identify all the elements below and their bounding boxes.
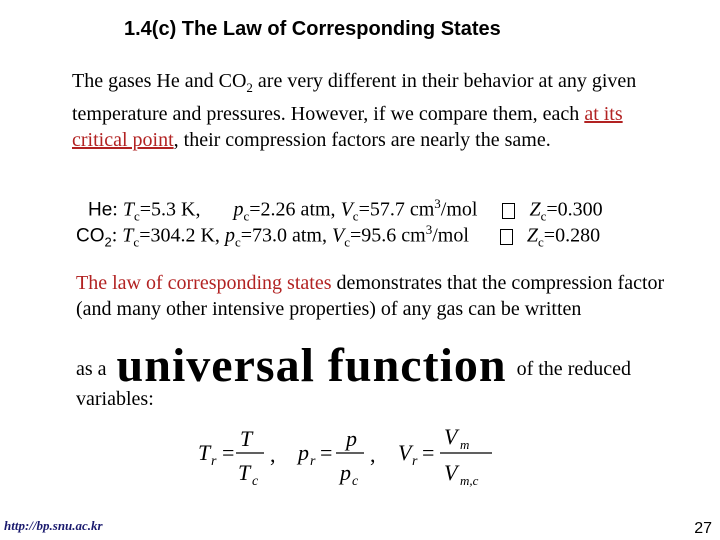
law-highlight: The law of corresponding states	[76, 272, 332, 294]
universal-function-text: universal function	[116, 339, 507, 392]
co2-vc-unit: /mol	[432, 224, 469, 247]
pc-sub: c	[243, 208, 250, 224]
of-reduced-text: of the reduced	[516, 358, 631, 380]
tr-sub: r	[211, 454, 217, 469]
tc-sub: c	[133, 208, 140, 224]
law-text: demonstrates that the compression factor (and many other intensive properties) of any gas can be written	[76, 272, 665, 320]
intro-paragraph	[72, 68, 672, 153]
co2-critical-row: $CO_2$: $T_c=304.2$ K, $p_c=73.0$ atm, $V_c=95.6$ $cm^3$/mol $Z_c=0.280$	[76, 222, 601, 250]
he-vc-value: =57.7 cm	[358, 198, 435, 221]
pc-den: p	[340, 460, 351, 485]
zc-symbol: Z	[529, 198, 541, 221]
vc-symbol-2: V	[332, 224, 345, 247]
tc-den: T	[238, 460, 251, 485]
pc-symbol-2: p	[224, 224, 235, 247]
he-pc-value: =2.26 atm,	[249, 198, 336, 221]
vmc-den-sub: m,c	[460, 473, 479, 488]
co2-vc-value: =95.6 cm	[350, 224, 426, 247]
zc-symbol-2: Z	[526, 224, 539, 247]
co2-gas-label: CO	[76, 225, 105, 247]
vm-num: V	[444, 424, 458, 449]
intro-text-mid: are very different in their behavior at any given temperature and pressures. However, if we compare them, each	[72, 70, 637, 125]
co2-subscript: 2	[246, 80, 253, 95]
co2-pc-value: =73.0 atm,	[240, 224, 327, 247]
pc-sub-2: c	[234, 234, 241, 250]
co2-zc-value: =0.280	[543, 224, 601, 247]
vc-sub-2: c	[344, 234, 350, 250]
he-gas-label: He	[88, 199, 113, 221]
as-a-text: as a	[76, 358, 107, 380]
he-zc-value: =0.300	[546, 198, 603, 221]
eq-3: =	[422, 440, 435, 465]
footer-url-link[interactable]: http://bp.snu.ac.kr	[4, 518, 103, 533]
vr-sub: r	[412, 454, 418, 469]
tc-symbol: T	[122, 198, 134, 221]
co2-vc-exp: 3	[425, 222, 433, 237]
arrow-box-icon	[502, 203, 515, 219]
vc-symbol: V	[340, 198, 353, 221]
slide-title: 1.4(c) The Law of Corresponding States	[124, 18, 501, 40]
tr-symbol: T	[198, 440, 211, 465]
he-vc-unit: /mol	[440, 198, 478, 221]
formula-svg	[196, 422, 516, 492]
he-critical-row: He: $T_c=5.3$ K, $p_c=2.26$ atm, $V_c=57.7$ $cm^3$/mol $Z_c=0.300$	[88, 196, 603, 224]
eq-1: =	[222, 440, 235, 465]
variables-label: variables:	[76, 388, 154, 410]
t-num: T	[240, 426, 253, 451]
universal-function-line	[76, 338, 631, 393]
intro-text-before: The gases He and CO	[72, 70, 247, 92]
page-number: 27	[694, 520, 712, 537]
vr-symbol: V	[398, 440, 412, 465]
vmc-den: V	[444, 460, 458, 485]
eq-2: =	[320, 440, 333, 465]
pc-symbol: p	[233, 198, 244, 221]
pr-sub: r	[310, 454, 316, 469]
pr-symbol: p	[298, 440, 309, 465]
co2-gas-sub: 2	[104, 234, 112, 250]
zc-sub-2: c	[538, 234, 544, 250]
arrow-box-icon-2	[500, 229, 513, 245]
vm-num-sub: m	[460, 437, 470, 452]
critical-point-highlight: at its critical point	[72, 103, 623, 151]
he-vc-exp: 3	[434, 196, 441, 211]
comma-2: ,	[370, 442, 376, 467]
law-paragraph	[76, 270, 696, 322]
zc-sub: c	[540, 208, 547, 224]
co2-tc-value: =304.2 K,	[139, 224, 220, 247]
tc-symbol-2: T	[122, 224, 134, 247]
vc-sub: c	[352, 208, 359, 224]
tc-sub-2: c	[133, 234, 140, 250]
pc-den-sub: c	[352, 474, 359, 489]
intro-text-after: , their compression factors are nearly the same.	[173, 129, 551, 151]
comma-1: ,	[270, 442, 276, 467]
reduced-variables-formula	[196, 422, 516, 497]
tc-den-sub: c	[252, 474, 259, 489]
he-tc-value: =5.3 K,	[139, 198, 201, 221]
p-num: p	[346, 426, 357, 451]
